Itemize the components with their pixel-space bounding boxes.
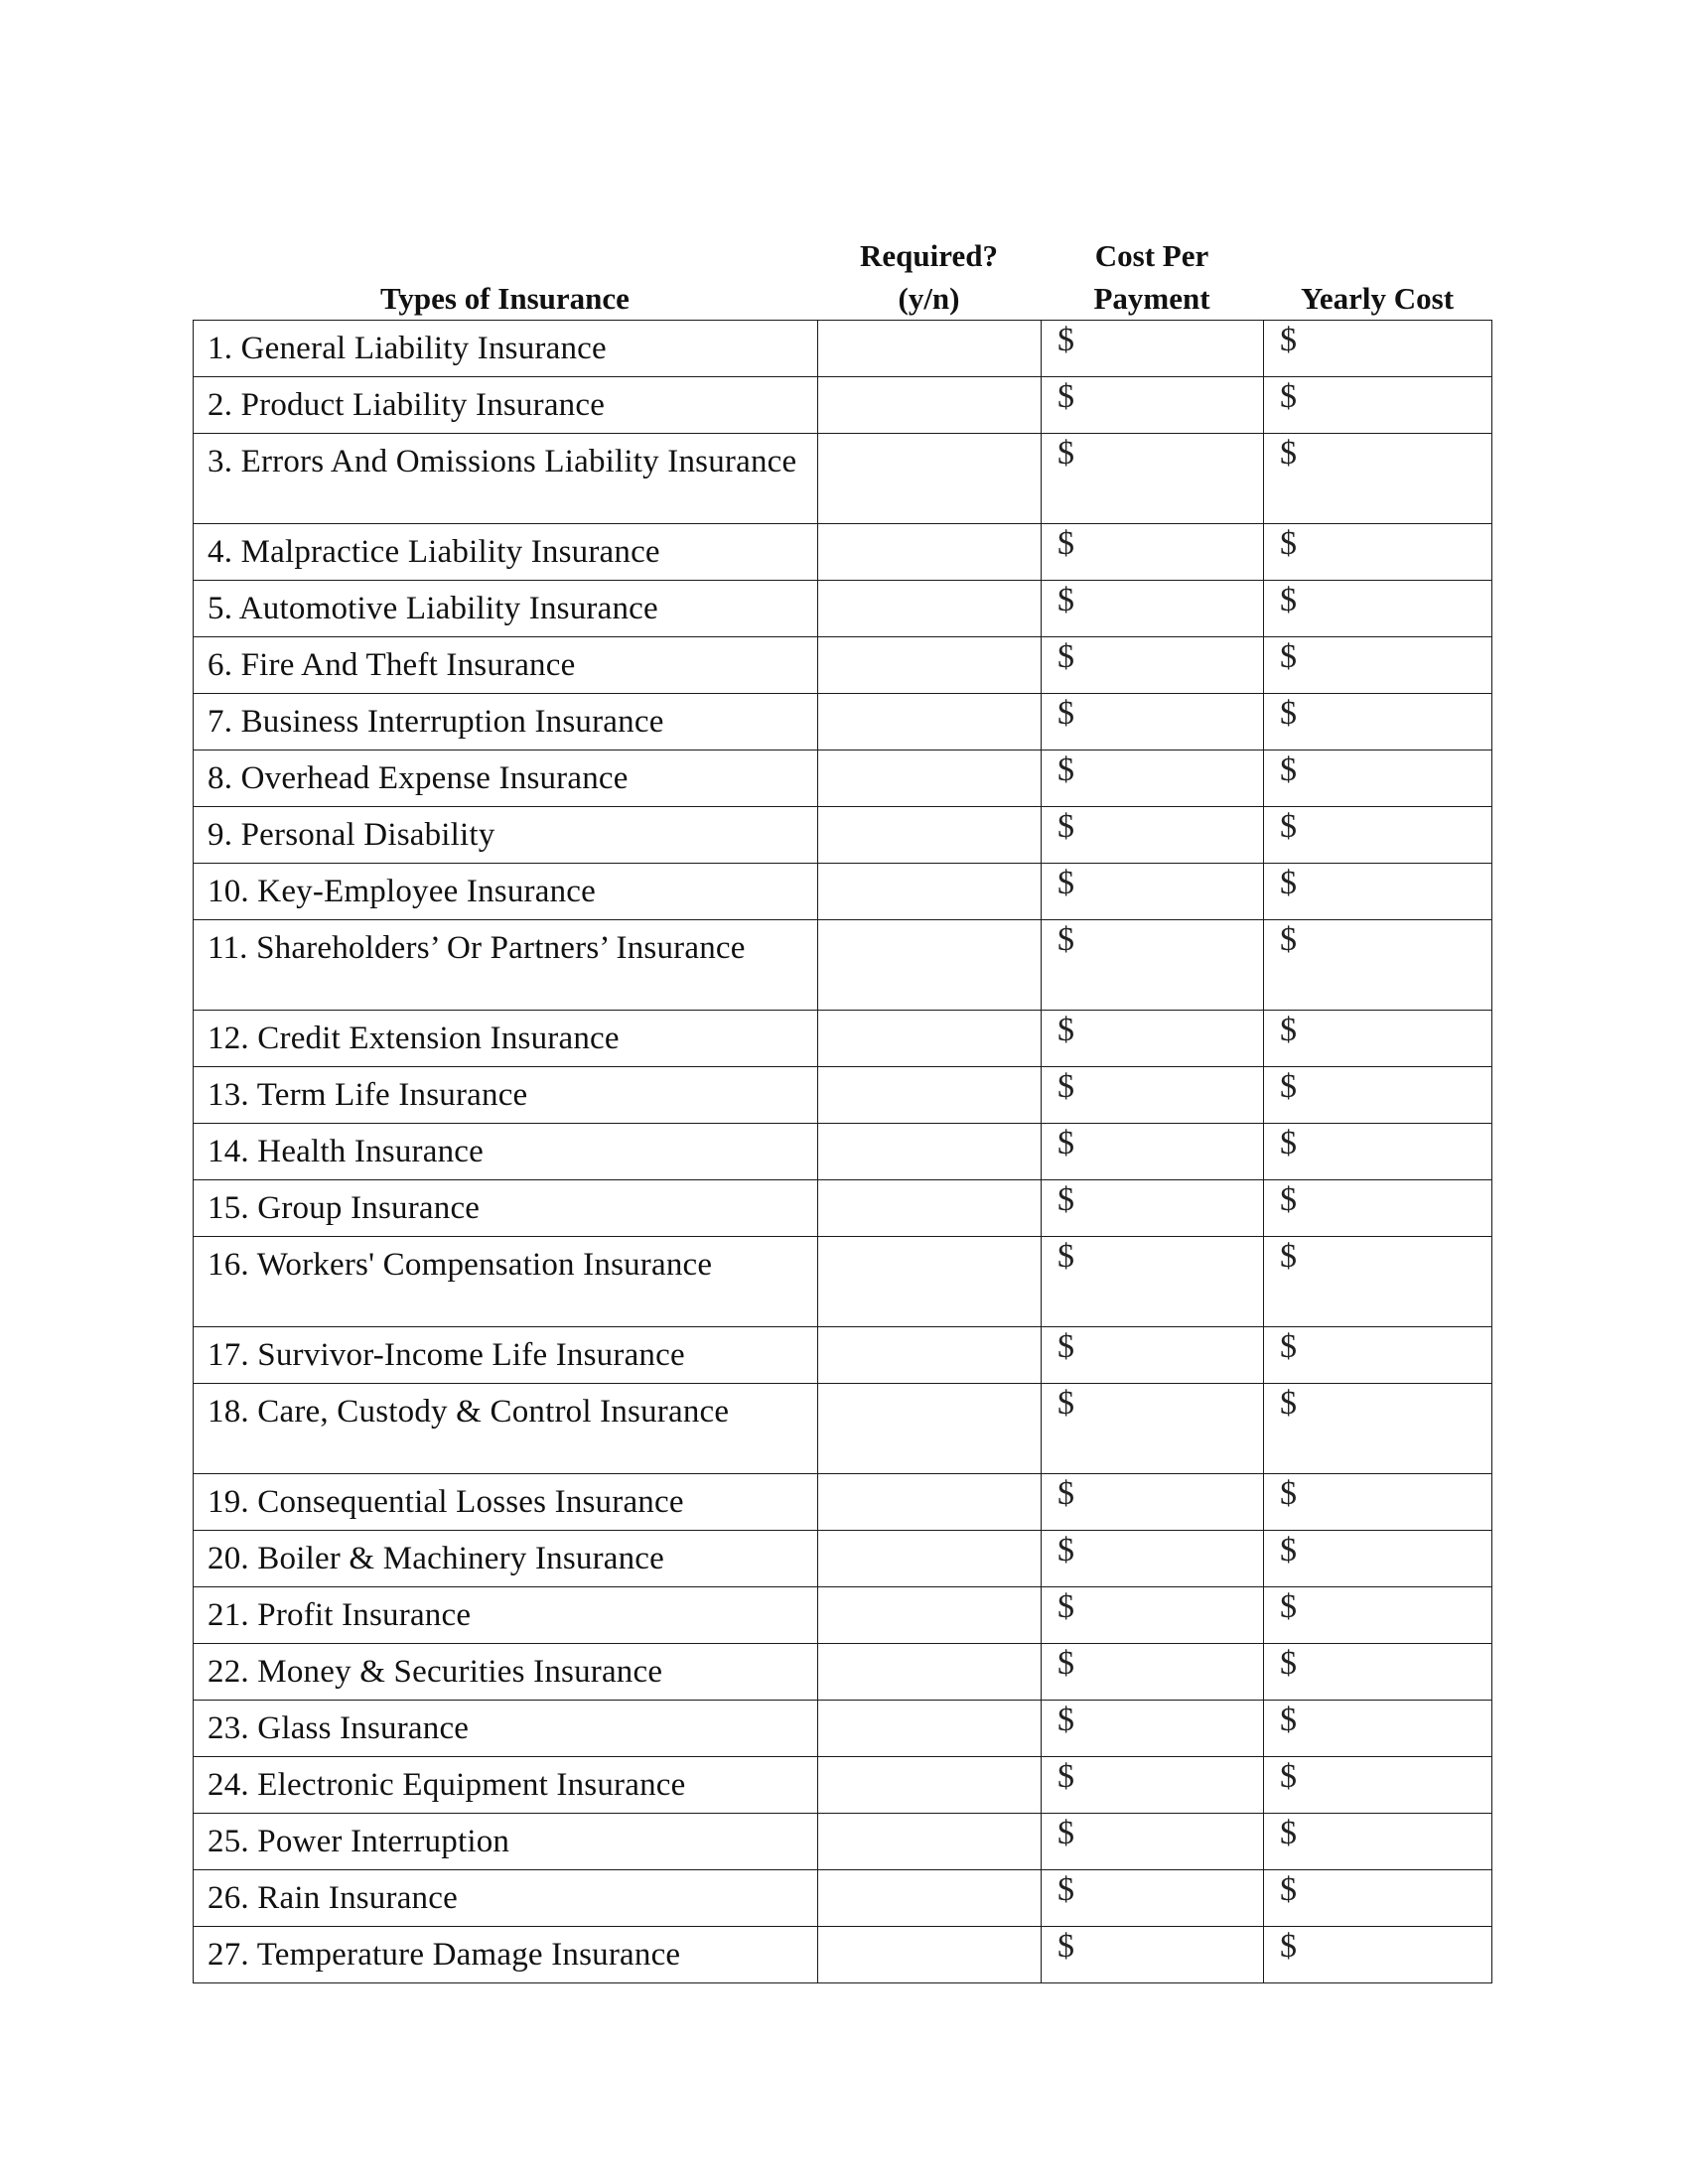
yearly-cost-field[interactable]: $: [1280, 1588, 1297, 1625]
insurance-type-cell: [194, 1384, 818, 1474]
yearly-cost-cell[interactable]: [1264, 1124, 1492, 1180]
required-yn-field[interactable]: [818, 1587, 1041, 1643]
yearly-cost-cell[interactable]: [1264, 1474, 1492, 1531]
insurance-type-cell: [194, 524, 818, 581]
insurance-type-cell: [194, 1927, 818, 1983]
yearly-cost-cell[interactable]: [1264, 524, 1492, 581]
table-row: [194, 637, 1492, 694]
insurance-table: [193, 320, 1492, 1983]
header-yearly-label: Yearly Cost: [1300, 281, 1455, 316]
yearly-cost-field[interactable]: $: [1280, 322, 1297, 358]
cost-per-payment-field[interactable]: $: [1057, 582, 1074, 618]
cost-per-payment-field[interactable]: $: [1057, 1385, 1074, 1422]
cost-per-payment-cell[interactable]: [1042, 1011, 1264, 1067]
header-types-label: Types of Insurance: [380, 281, 630, 316]
cost-per-payment-field[interactable]: $: [1057, 865, 1074, 901]
required-yn-field[interactable]: [818, 377, 1041, 433]
insurance-type-cell: [194, 1237, 818, 1327]
yearly-cost-cell[interactable]: [1264, 751, 1492, 807]
yearly-cost-cell[interactable]: [1264, 581, 1492, 637]
required-yn-field[interactable]: [818, 434, 1041, 523]
yearly-cost-field[interactable]: $: [1280, 865, 1297, 901]
required-cell[interactable]: [818, 1927, 1042, 1983]
table-row: [194, 864, 1492, 920]
required-cell[interactable]: [818, 864, 1042, 920]
yearly-cost-field[interactable]: $: [1280, 1758, 1297, 1795]
cost-per-payment-cell[interactable]: [1042, 1384, 1264, 1474]
cost-per-payment-field[interactable]: $: [1057, 921, 1074, 958]
cost-per-payment-cell[interactable]: [1042, 1124, 1264, 1180]
insurance-type-cell: [194, 807, 818, 864]
cost-per-payment-field[interactable]: $: [1057, 751, 1074, 788]
yearly-cost-cell[interactable]: [1264, 807, 1492, 864]
cost-per-payment-cell[interactable]: [1042, 377, 1264, 434]
insurance-type-cell: [194, 637, 818, 694]
insurance-table-body: [194, 321, 1492, 1983]
cost-per-payment-field[interactable]: $: [1057, 378, 1074, 415]
cost-per-payment-cell[interactable]: [1042, 1067, 1264, 1124]
insurance-type-label: 12. Credit Extension Insurance: [208, 1021, 620, 1056]
cost-per-payment-field[interactable]: $: [1057, 1588, 1074, 1625]
table-row: [194, 1644, 1492, 1701]
yearly-cost-cell[interactable]: [1264, 694, 1492, 751]
insurance-type-label: 18. Care, Custody & Control Insurance: [208, 1394, 730, 1430]
yearly-cost-cell[interactable]: [1264, 1927, 1492, 1983]
yearly-cost-field[interactable]: $: [1280, 1385, 1297, 1422]
cost-per-payment-cell[interactable]: [1042, 1644, 1264, 1701]
insurance-type-cell: [194, 1327, 818, 1384]
cost-per-payment-cell[interactable]: [1042, 1814, 1264, 1870]
yearly-cost-field[interactable]: $: [1280, 1645, 1297, 1682]
insurance-type-cell: [194, 1587, 818, 1644]
insurance-type-label: 10. Key-Employee Insurance: [208, 874, 596, 909]
required-cell[interactable]: [818, 1067, 1042, 1124]
cost-per-payment-cell[interactable]: [1042, 1927, 1264, 1983]
cost-per-payment-cell[interactable]: [1042, 321, 1264, 377]
table-row: [194, 581, 1492, 637]
yearly-cost-field[interactable]: $: [1280, 1871, 1297, 1908]
required-cell[interactable]: [818, 1384, 1042, 1474]
header-required-line2: (y/n): [898, 281, 960, 316]
insurance-type-cell: [194, 751, 818, 807]
cost-per-payment-cell[interactable]: [1042, 637, 1264, 694]
cost-per-payment-field[interactable]: $: [1057, 1328, 1074, 1365]
required-yn-field[interactable]: [818, 1927, 1041, 1982]
cost-per-payment-field[interactable]: $: [1057, 322, 1074, 358]
yearly-cost-field[interactable]: $: [1280, 435, 1297, 472]
insurance-worksheet: [193, 228, 1491, 1983]
table-row: [194, 1011, 1492, 1067]
yearly-cost-cell[interactable]: [1264, 1701, 1492, 1757]
required-yn-field[interactable]: [818, 751, 1041, 806]
required-yn-field[interactable]: [818, 1644, 1041, 1700]
insurance-type-cell: [194, 377, 818, 434]
required-yn-field[interactable]: [818, 524, 1041, 580]
required-yn-field[interactable]: [818, 1701, 1041, 1756]
required-cell[interactable]: [818, 637, 1042, 694]
required-cell[interactable]: [818, 581, 1042, 637]
header-yearly-cost: [1263, 228, 1491, 320]
required-cell[interactable]: [818, 1757, 1042, 1814]
cost-per-payment-field[interactable]: $: [1057, 638, 1074, 675]
table-row: [194, 1870, 1492, 1927]
table-row: [194, 1384, 1492, 1474]
required-cell[interactable]: [818, 1011, 1042, 1067]
required-yn-field[interactable]: [818, 1327, 1041, 1383]
yearly-cost-field[interactable]: $: [1280, 378, 1297, 415]
required-cell[interactable]: [818, 1474, 1042, 1531]
required-cell[interactable]: [818, 1587, 1042, 1644]
required-yn-field[interactable]: [818, 321, 1041, 376]
cost-per-payment-field[interactable]: $: [1057, 1475, 1074, 1512]
yearly-cost-field[interactable]: $: [1280, 1181, 1297, 1218]
cost-per-payment-field[interactable]: $: [1057, 1815, 1074, 1851]
required-cell[interactable]: [818, 1327, 1042, 1384]
required-yn-field[interactable]: [818, 1180, 1041, 1236]
cost-per-payment-cell[interactable]: [1042, 1474, 1264, 1531]
table-header: [193, 228, 1491, 320]
cost-per-payment-cell[interactable]: [1042, 581, 1264, 637]
insurance-type-label: 27. Temperature Damage Insurance: [208, 1937, 681, 1973]
insurance-type-cell: [194, 1701, 818, 1757]
required-yn-field[interactable]: [818, 807, 1041, 863]
cost-per-payment-cell[interactable]: [1042, 1701, 1264, 1757]
required-cell[interactable]: [818, 434, 1042, 524]
required-yn-field[interactable]: [818, 1384, 1041, 1473]
cost-per-payment-field[interactable]: $: [1057, 1758, 1074, 1795]
required-cell[interactable]: [818, 1531, 1042, 1587]
required-yn-field[interactable]: [818, 581, 1041, 636]
required-yn-field[interactable]: [818, 1237, 1041, 1326]
cost-per-payment-cell[interactable]: [1042, 1587, 1264, 1644]
insurance-type-label: 25. Power Interruption: [208, 1824, 510, 1859]
insurance-type-label: 1. General Liability Insurance: [208, 331, 607, 366]
insurance-type-cell: [194, 864, 818, 920]
required-cell[interactable]: [818, 920, 1042, 1011]
cost-per-payment-field[interactable]: $: [1057, 525, 1074, 562]
cost-per-payment-field[interactable]: $: [1057, 1125, 1074, 1161]
yearly-cost-cell[interactable]: [1264, 321, 1492, 377]
table-row: [194, 1327, 1492, 1384]
required-cell[interactable]: [818, 1870, 1042, 1927]
required-yn-field[interactable]: [818, 637, 1041, 693]
cost-per-payment-field[interactable]: $: [1057, 1068, 1074, 1105]
insurance-type-cell: [194, 1124, 818, 1180]
insurance-type-cell: [194, 1644, 818, 1701]
table-row: [194, 694, 1492, 751]
yearly-cost-field[interactable]: $: [1280, 1012, 1297, 1048]
table-row: [194, 1531, 1492, 1587]
table-row: [194, 1237, 1492, 1327]
insurance-type-label: 21. Profit Insurance: [208, 1597, 472, 1633]
insurance-type-label: 19. Consequential Losses Insurance: [208, 1484, 684, 1520]
cost-per-payment-field[interactable]: $: [1057, 1871, 1074, 1908]
cost-per-payment-field[interactable]: $: [1057, 1238, 1074, 1275]
required-cell[interactable]: [818, 524, 1042, 581]
yearly-cost-cell[interactable]: [1264, 1067, 1492, 1124]
insurance-type-label: 5. Automotive Liability Insurance: [208, 591, 658, 626]
table-row: [194, 321, 1492, 377]
cost-per-payment-cell[interactable]: [1042, 524, 1264, 581]
cost-per-payment-cell[interactable]: [1042, 807, 1264, 864]
required-cell[interactable]: [818, 807, 1042, 864]
header-types-of-insurance: [193, 228, 817, 320]
required-cell[interactable]: [818, 321, 1042, 377]
table-row: [194, 1757, 1492, 1814]
cost-per-payment-cell[interactable]: [1042, 1531, 1264, 1587]
cost-per-payment-cell[interactable]: [1042, 1757, 1264, 1814]
cost-per-payment-cell[interactable]: [1042, 1327, 1264, 1384]
yearly-cost-cell[interactable]: [1264, 1587, 1492, 1644]
required-cell[interactable]: [818, 1701, 1042, 1757]
table-row: [194, 524, 1492, 581]
insurance-type-cell: [194, 1067, 818, 1124]
insurance-type-label: 4. Malpractice Liability Insurance: [208, 534, 660, 570]
cost-per-payment-field[interactable]: $: [1057, 435, 1074, 472]
header-required: [817, 228, 1041, 320]
yearly-cost-field[interactable]: $: [1280, 1238, 1297, 1275]
table-row: [194, 1701, 1492, 1757]
table-row: [194, 1067, 1492, 1124]
yearly-cost-field[interactable]: $: [1280, 582, 1297, 618]
cost-per-payment-field[interactable]: $: [1057, 1532, 1074, 1569]
table-row: [194, 1927, 1492, 1983]
required-cell[interactable]: [818, 1814, 1042, 1870]
cost-per-payment-cell[interactable]: [1042, 694, 1264, 751]
insurance-type-label: 2. Product Liability Insurance: [208, 387, 606, 423]
insurance-type-label: 26. Rain Insurance: [208, 1880, 458, 1916]
insurance-type-label: 9. Personal Disability: [208, 817, 495, 853]
cost-per-payment-field[interactable]: $: [1057, 695, 1074, 732]
table-row: [194, 377, 1492, 434]
required-yn-field[interactable]: [818, 1814, 1041, 1869]
insurance-type-label: 8. Overhead Expense Insurance: [208, 760, 629, 796]
cost-per-payment-cell[interactable]: [1042, 751, 1264, 807]
yearly-cost-cell[interactable]: [1264, 1644, 1492, 1701]
required-yn-field[interactable]: [818, 1124, 1041, 1179]
insurance-type-cell: [194, 1814, 818, 1870]
insurance-type-cell: [194, 1757, 818, 1814]
insurance-type-label: 24. Electronic Equipment Insurance: [208, 1767, 686, 1803]
required-yn-field[interactable]: [818, 920, 1041, 1010]
insurance-type-label: 16. Workers' Compensation Insurance: [208, 1247, 713, 1283]
header-cost-line2: Payment: [1093, 281, 1210, 316]
required-cell[interactable]: [818, 1237, 1042, 1327]
insurance-type-cell: [194, 434, 818, 524]
cost-per-payment-cell[interactable]: [1042, 1180, 1264, 1237]
table-row: [194, 1180, 1492, 1237]
required-yn-field[interactable]: [818, 1011, 1041, 1066]
insurance-type-label: 20. Boiler & Machinery Insurance: [208, 1541, 665, 1576]
table-row: [194, 920, 1492, 1011]
yearly-cost-cell[interactable]: [1264, 1531, 1492, 1587]
insurance-type-label: 17. Survivor-Income Life Insurance: [208, 1337, 685, 1373]
insurance-type-label: 15. Group Insurance: [208, 1190, 481, 1226]
cost-per-payment-field[interactable]: $: [1057, 1181, 1074, 1218]
table-row: [194, 1587, 1492, 1644]
yearly-cost-field[interactable]: $: [1280, 1068, 1297, 1105]
header-required-line1: Required?: [860, 238, 998, 273]
insurance-type-label: 3. Errors And Omissions Liability Insurance: [208, 444, 797, 479]
yearly-cost-cell[interactable]: [1264, 920, 1492, 1011]
cost-per-payment-cell[interactable]: [1042, 434, 1264, 524]
yearly-cost-cell[interactable]: [1264, 1180, 1492, 1237]
cost-per-payment-field[interactable]: $: [1057, 1645, 1074, 1682]
insurance-type-label: 6. Fire And Theft Insurance: [208, 647, 576, 683]
yearly-cost-cell[interactable]: [1264, 1011, 1492, 1067]
cost-per-payment-field[interactable]: $: [1057, 1702, 1074, 1738]
insurance-type-cell: [194, 581, 818, 637]
insurance-type-label: 7. Business Interruption Insurance: [208, 704, 664, 740]
table-row: [194, 807, 1492, 864]
yearly-cost-field[interactable]: $: [1280, 921, 1297, 958]
required-yn-field[interactable]: [818, 1757, 1041, 1813]
yearly-cost-field[interactable]: $: [1280, 525, 1297, 562]
required-cell[interactable]: [818, 1644, 1042, 1701]
insurance-type-label: 22. Money & Securities Insurance: [208, 1654, 663, 1690]
yearly-cost-field[interactable]: $: [1280, 1475, 1297, 1512]
yearly-cost-cell[interactable]: [1264, 377, 1492, 434]
cost-per-payment-cell[interactable]: [1042, 920, 1264, 1011]
header-cost-line1: Cost Per: [1094, 238, 1209, 273]
yearly-cost-cell[interactable]: [1264, 864, 1492, 920]
insurance-type-cell: [194, 694, 818, 751]
required-yn-field[interactable]: [818, 1067, 1041, 1123]
yearly-cost-field[interactable]: $: [1280, 1815, 1297, 1851]
yearly-cost-cell[interactable]: [1264, 1814, 1492, 1870]
table-row: [194, 1814, 1492, 1870]
header-cost-per-payment: [1041, 228, 1263, 320]
required-cell[interactable]: [818, 694, 1042, 751]
yearly-cost-cell[interactable]: [1264, 1757, 1492, 1814]
table-row: [194, 751, 1492, 807]
required-cell[interactable]: [818, 377, 1042, 434]
insurance-type-cell: [194, 1870, 818, 1927]
cost-per-payment-cell[interactable]: [1042, 1870, 1264, 1927]
yearly-cost-field[interactable]: $: [1280, 695, 1297, 732]
insurance-type-cell: [194, 321, 818, 377]
cost-per-payment-cell[interactable]: [1042, 864, 1264, 920]
insurance-type-cell: [194, 920, 818, 1011]
yearly-cost-field[interactable]: $: [1280, 1125, 1297, 1161]
yearly-cost-field[interactable]: $: [1280, 638, 1297, 675]
yearly-cost-field[interactable]: $: [1280, 808, 1297, 845]
required-cell[interactable]: [818, 1124, 1042, 1180]
cost-per-payment-field[interactable]: $: [1057, 1928, 1074, 1965]
insurance-type-label: 11. Shareholders’ Or Partners’ Insurance: [208, 930, 746, 966]
yearly-cost-field[interactable]: $: [1280, 751, 1297, 788]
table-row: [194, 1474, 1492, 1531]
cost-per-payment-cell[interactable]: [1042, 1237, 1264, 1327]
yearly-cost-cell[interactable]: [1264, 1327, 1492, 1384]
cost-per-payment-field[interactable]: $: [1057, 1012, 1074, 1048]
required-yn-field[interactable]: [818, 694, 1041, 750]
required-cell[interactable]: [818, 1180, 1042, 1237]
insurance-type-label: 14. Health Insurance: [208, 1134, 484, 1169]
yearly-cost-cell[interactable]: [1264, 1384, 1492, 1474]
yearly-cost-field[interactable]: $: [1280, 1928, 1297, 1965]
required-yn-field[interactable]: [818, 1474, 1041, 1530]
yearly-cost-cell[interactable]: [1264, 434, 1492, 524]
required-yn-field[interactable]: [818, 864, 1041, 919]
yearly-cost-field[interactable]: $: [1280, 1532, 1297, 1569]
yearly-cost-cell[interactable]: [1264, 1870, 1492, 1927]
insurance-type-label: 13. Term Life Insurance: [208, 1077, 528, 1113]
cost-per-payment-field[interactable]: $: [1057, 808, 1074, 845]
insurance-type-cell: [194, 1011, 818, 1067]
table-row: [194, 434, 1492, 524]
insurance-type-cell: [194, 1474, 818, 1531]
required-yn-field[interactable]: [818, 1870, 1041, 1926]
required-cell[interactable]: [818, 751, 1042, 807]
yearly-cost-cell[interactable]: [1264, 637, 1492, 694]
yearly-cost-cell[interactable]: [1264, 1237, 1492, 1327]
table-row: [194, 1124, 1492, 1180]
insurance-type-cell: [194, 1531, 818, 1587]
required-yn-field[interactable]: [818, 1531, 1041, 1586]
insurance-type-label: 23. Glass Insurance: [208, 1710, 470, 1746]
yearly-cost-field[interactable]: $: [1280, 1328, 1297, 1365]
insurance-type-cell: [194, 1180, 818, 1237]
yearly-cost-field[interactable]: $: [1280, 1702, 1297, 1738]
